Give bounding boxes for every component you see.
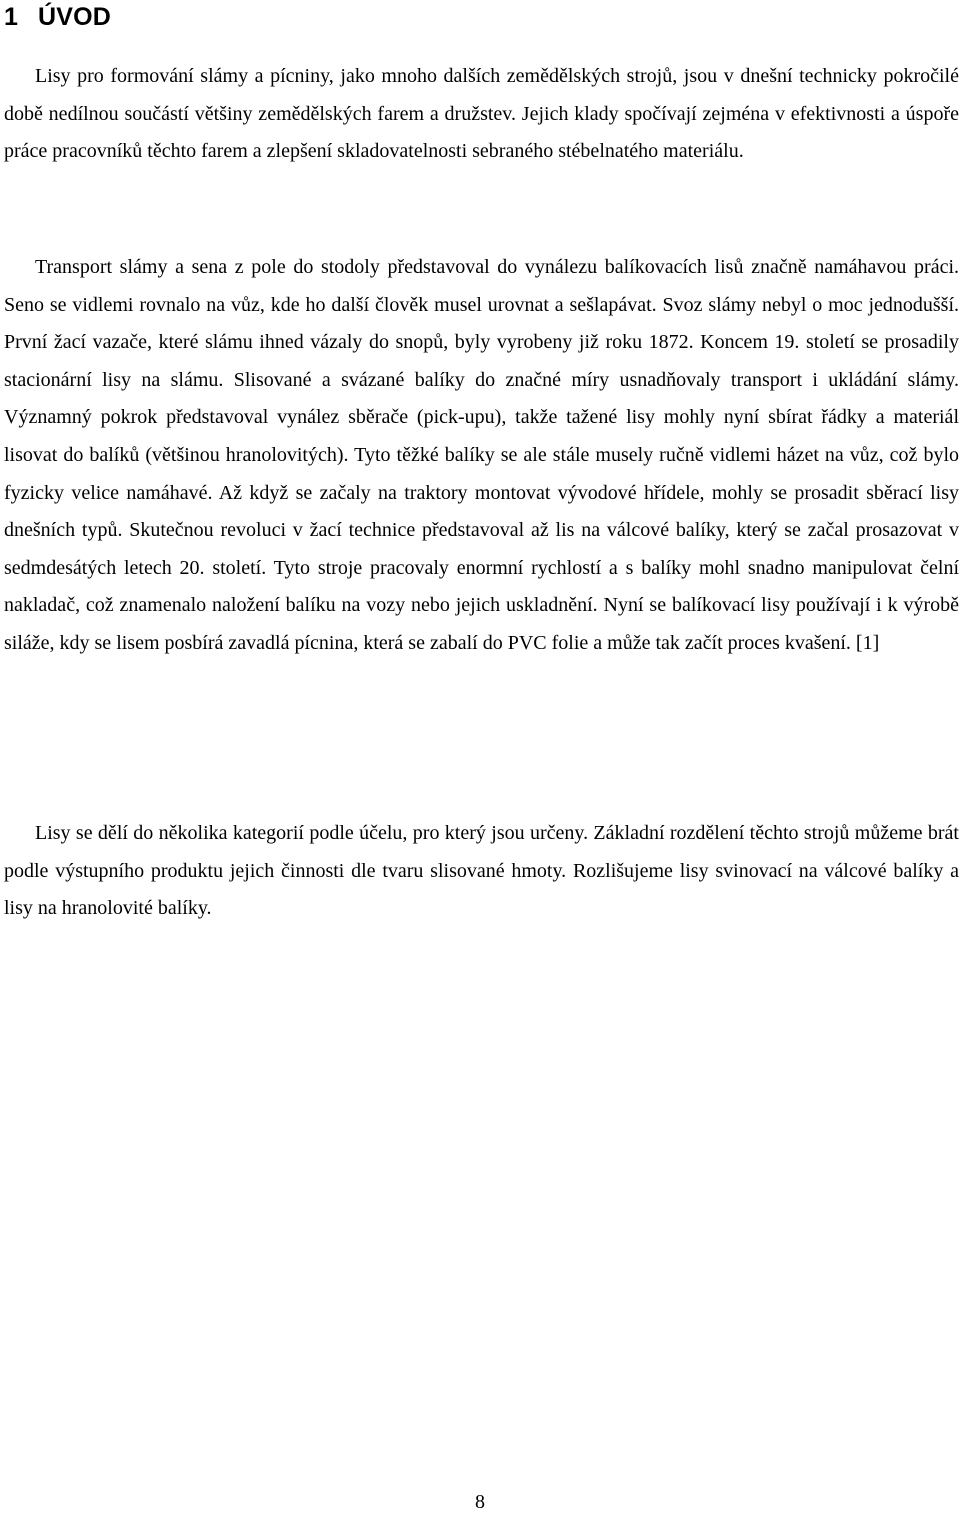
paragraph-intro: Lisy pro formování slámy a pícniny, jako mnoho dalších zemědělských strojů, jsou v dnešní technicky pokročilé době nedílnou součástí většiny zemědělských farem a družstev. Jejich klady spočívají zejména v efektivnosti a úspoře práce pracovníků těchto farem a zlepšení skladovatelnosti sebraného stébelnatého materiálu. [4,65,959,163]
paragraph-history: Transport slámy a sena z pole do stodoly představoval do vynálezu balíkovacích lisů značně namáhavou práci. Seno se vidlemi rovnalo na vůz, kde ho další člověk musel urovnat a sešlapávat. Svoz slámy nebyl o moc jednodušší. První žací vazače, které slámu ihned vázaly do snopů, byly vyrobeny již roku 1872. Koncem 19. století se prosadily stacionární lisy na slámu. Slisované a svázané balíky do značné míry usnadňovaly transport i ukládání slámy. Významný pokrok představoval vynález sběrače (pick-upu), takže tažené lisy mohly nyní sbírat řádky a materiál lisovat do balíků (většinou hranolovitých). Tyto těžké balíky se ale stále musely ručně vidlemi házet na vůz, což bylo fyzicky velice namáhavé. Až když se začaly na traktory montovat vývodové hřídele, mohly se prosadit sběrací lisy dnešních typů. Skutečnou revoluci v žací technice představoval až lis na válcové balíky, který se začal prosazovat v sedmdesátých letech 20. století. Tyto stroje pracovaly enormní rychlostí a s balíky mohl snadno manipulovat čelní nakladač, což znamenalo naložení balíku na vozy nebo jejich uskladnění. Nyní se balíkovací lisy používají i k výrobě siláže, kdy se lisem posbírá zavadlá pícnina, která se zabalí do PVC folie a může tak začít proces kvašení. [1] [4,256,959,654]
paragraph-categories: Lisy se dělí do několika kategorií podle účelu, pro který jsou určeny. Základní rozdělení těchto strojů můžeme brát podle výstupního produktu jejich činnosti dle tvaru slisované hmoty. Rozlišujeme lisy svinovací na válcové balíky a lisy na hranolovité balíky. [4,822,959,920]
chapter-heading [4,0,111,34]
page-number: 8 [475,1491,485,1513]
chapter-number: 1 [4,3,19,31]
chapter-title: ÚVOD [38,3,112,31]
